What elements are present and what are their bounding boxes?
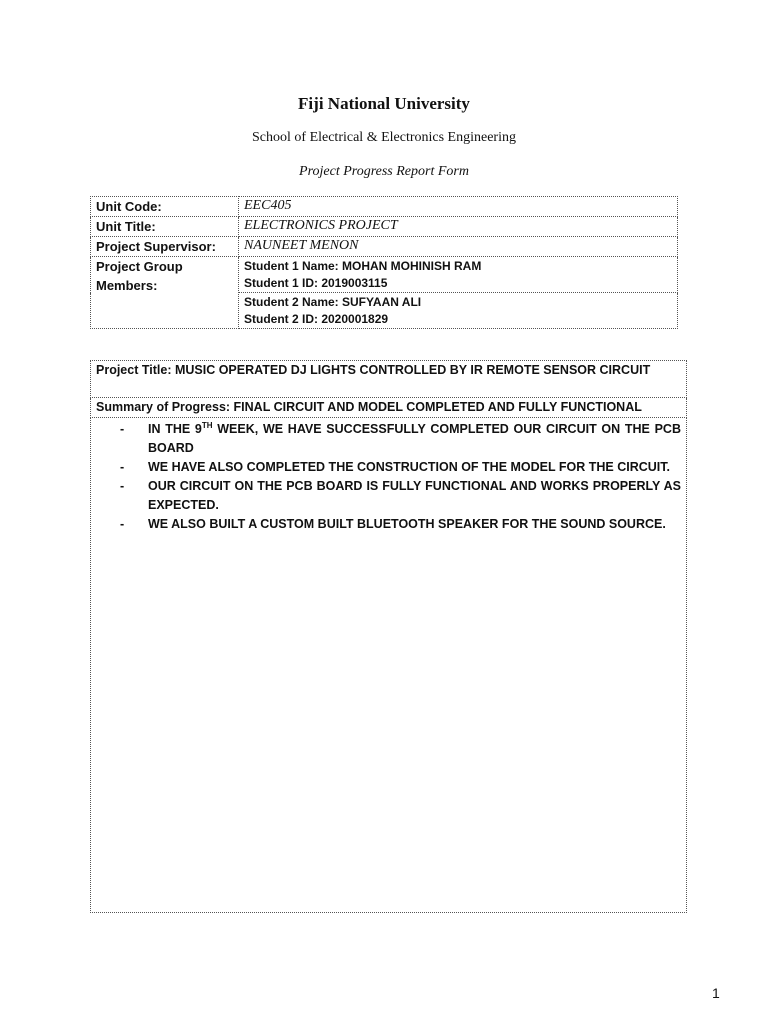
student-1-cell [239,257,678,293]
supervisor-label: Project Supervisor: [91,237,239,257]
project-title: Project Title: MUSIC OPERATED DJ LIGHTS CONTROLLED BY IR REMOTE SENSOR CIRCUIT [91,361,687,398]
unit-title-row [91,217,678,237]
page-number: 1 [712,985,720,1001]
student-1-id: Student 1 ID: 2019003115 [244,276,388,290]
student-1-name: Student 1 Name: MOHAN MOHINISH RAM [244,259,482,273]
unit-title-value: ELECTRONICS PROJECT [239,217,678,237]
group-label-line-2: Members: [96,278,158,293]
unit-code-row [91,197,678,217]
form-name: Project Progress Report Form [299,164,469,179]
student-2-name: Student 2 Name: SUFYAAN ALI [244,295,422,309]
item1-text-end: WEEK, WE HAVE SUCCESSFULLY COMPLETED OUR CIRCUIT ON THE PCB BOARD [148,422,681,455]
item1-superscript: TH [201,420,213,430]
progress-body-row [91,418,687,913]
unit-code-value: EEC405 [239,197,678,217]
list-item: - WE HAVE ALSO COMPLETED THE CONSTRUCTION OF THE MODEL FOR THE CIRCUIT. [112,458,681,477]
project-title-row [91,361,687,398]
supervisor-value: NAUNEET MENON [239,237,678,257]
progress-list [96,420,681,534]
unit-code-label: Unit Code: [91,197,239,217]
progress-body [91,418,687,913]
summary-of-progress: Summary of Progress: FINAL CIRCUIT AND MODEL COMPLETED AND FULLY FUNCTIONAL [91,398,687,418]
list-item [112,420,681,458]
list-item: - OUR CIRCUIT ON THE PCB BOARD IS FULLY FUNCTIONAL AND WORKS PROPERLY AS EXPECTED. [112,477,681,515]
supervisor-row [91,237,678,257]
university-title: Fiji National University [298,94,470,113]
group-members-row-1 [91,257,678,293]
unit-info-table [90,196,678,329]
student-2-id: Student 2 ID: 2020001829 [244,312,389,326]
group-members-label [91,257,239,329]
list-item: - WE ALSO BUILT A CUSTOM BUILT BLUETOOTH SPEAKER FOR THE SOUND SOURCE. [112,515,681,534]
group-label-line-1: Project Group [96,259,183,274]
student-2-cell [239,293,678,329]
progress-table [90,360,687,913]
item1-text-start: IN THE 9 [148,422,202,436]
school-name: School of Electrical & Electronics Engineering [252,130,516,145]
summary-row [91,398,687,418]
unit-title-label: Unit Title: [91,217,239,237]
